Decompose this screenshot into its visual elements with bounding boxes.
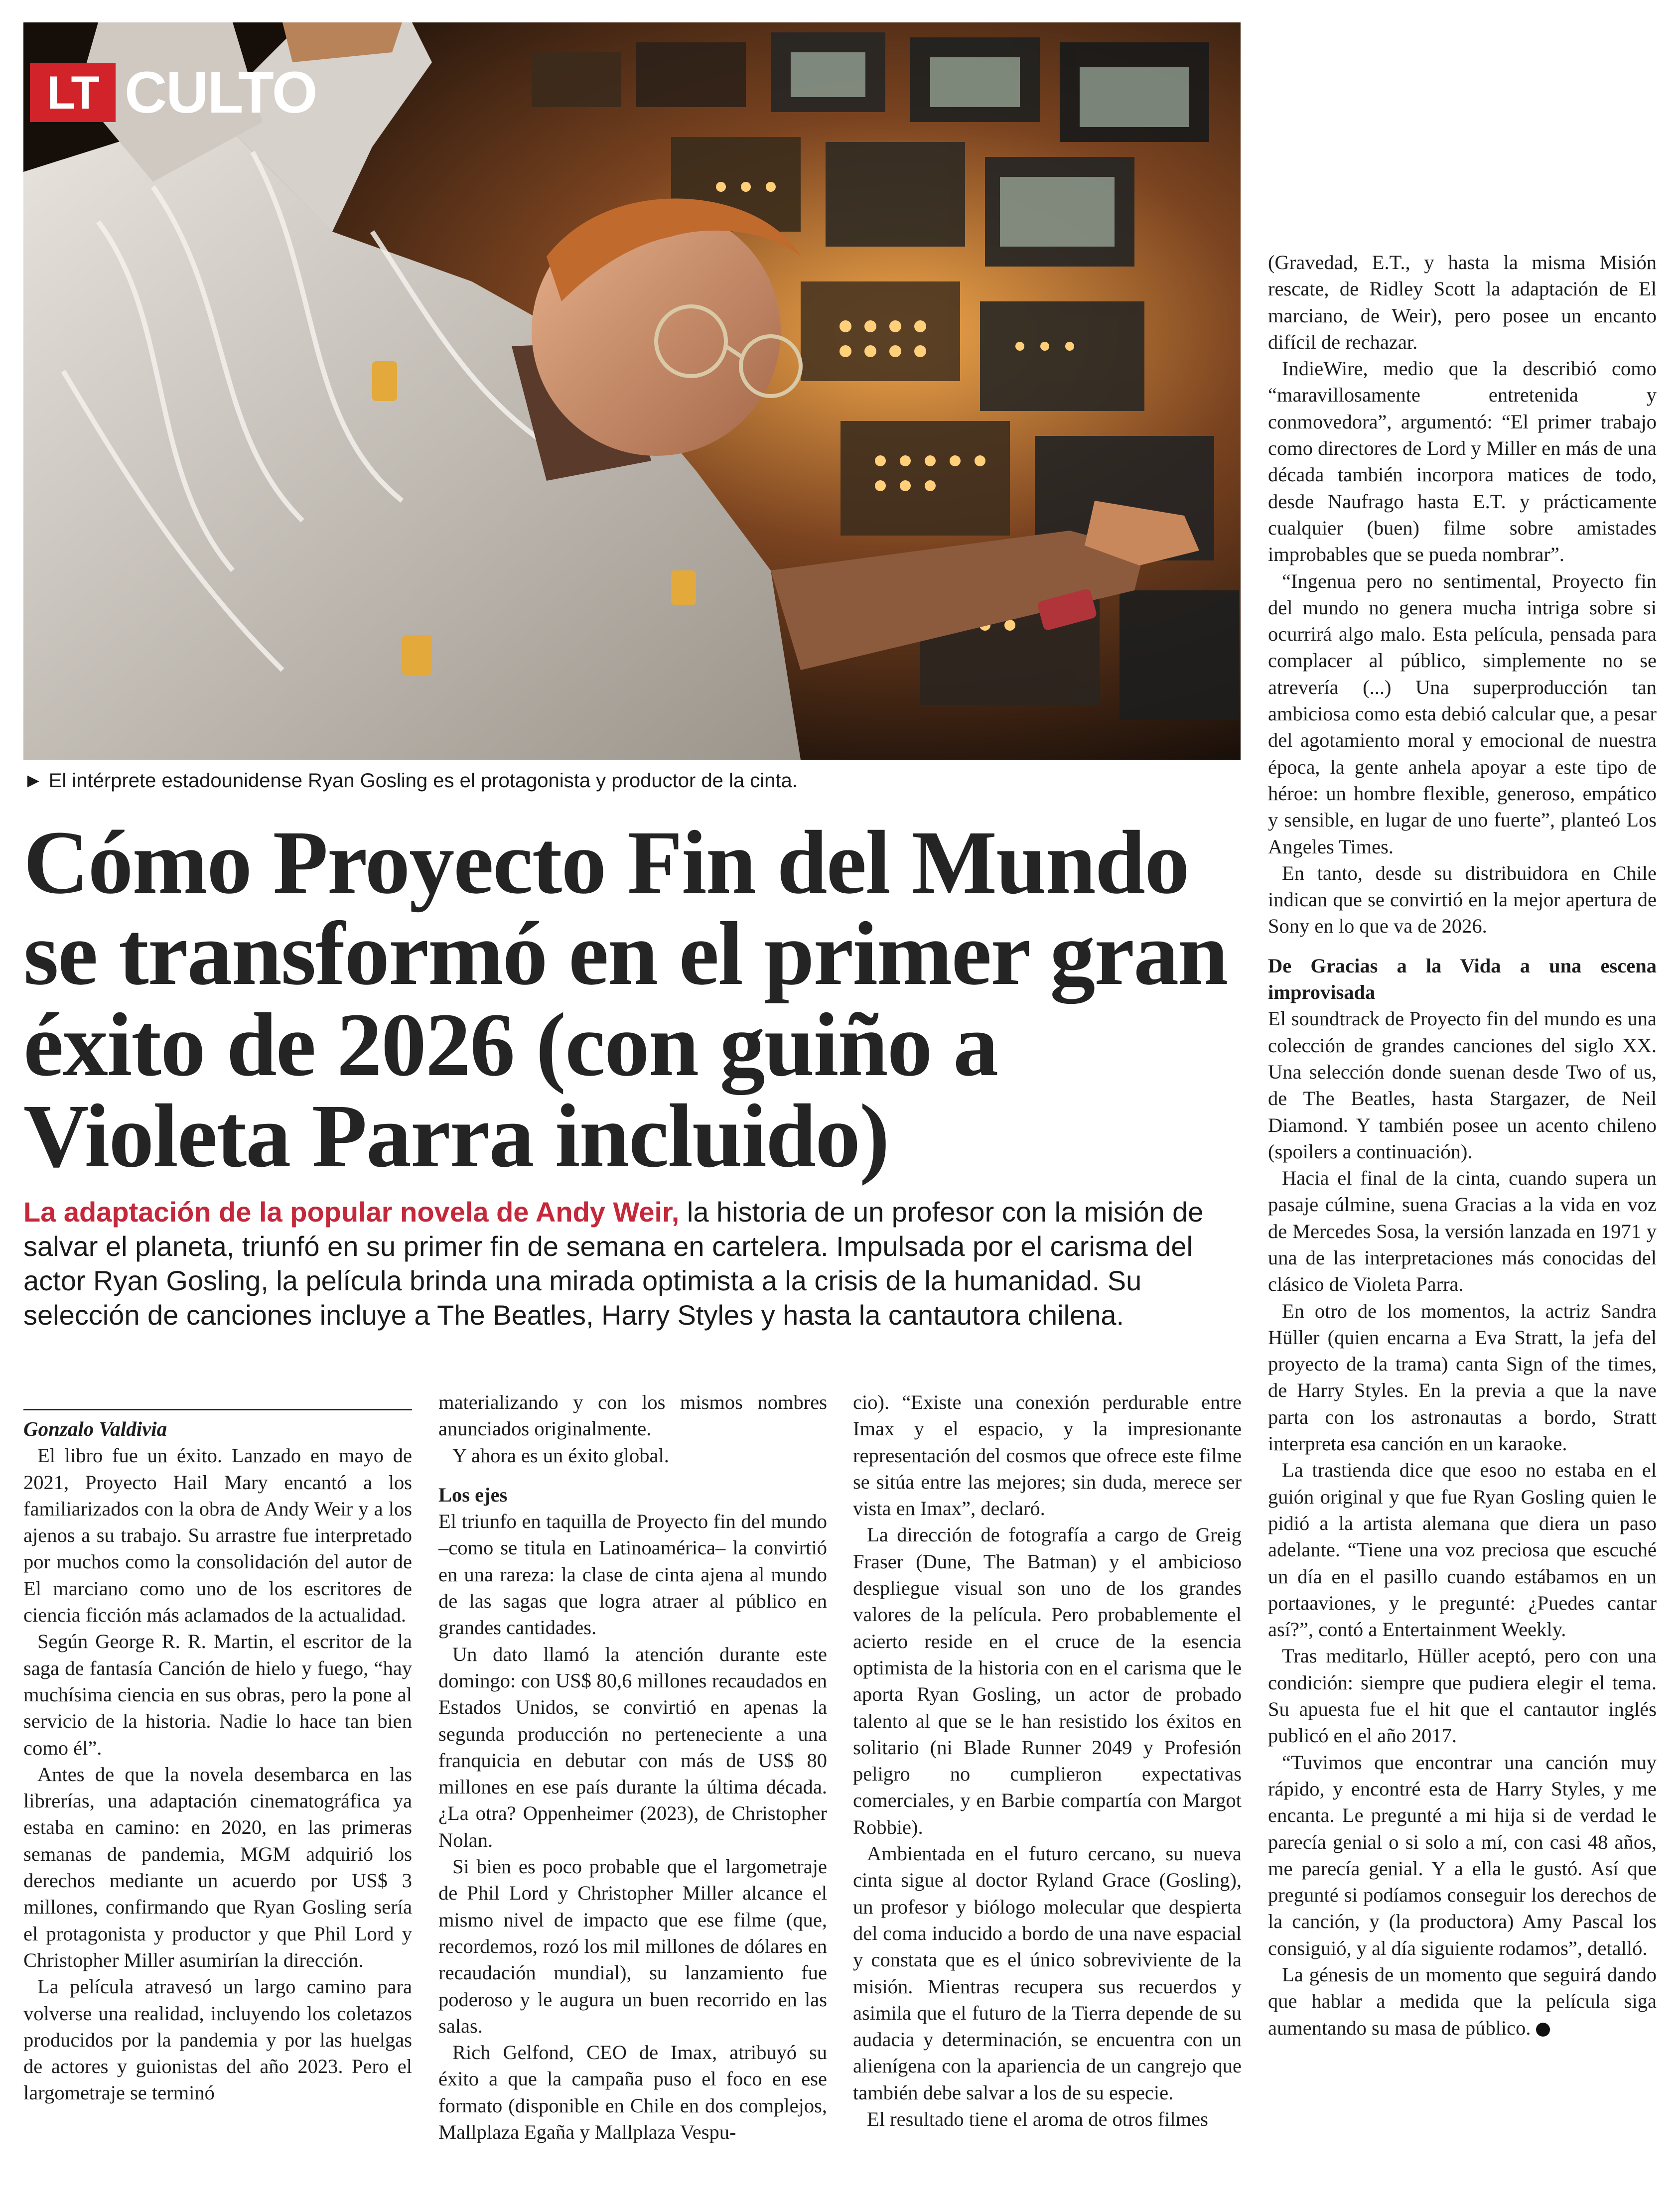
paragraph: Según George R. R. Martin, el escritor de la saga de fantasía Canción de hielo y fuego, “hay muchísima ciencia en sus obras, pero la pone al servicio de la historia. Nadie lo hace tan bien como él”. (23, 1630, 412, 1759)
article-photo (23, 22, 1241, 760)
paragraph: IndieWire, medio que la describió como “maravillosamente entretenida y conmovedora”, argumentó: “El primer trabajo como directores de Lord y Miller en más de una década también incorpora matices de todo, desde Naufrago hasta E.T. y prácticamente cualquier (buen) filme sobre amistades improbables que se pueda nombrar”. (1268, 357, 1657, 566)
paragraph: Antes de que la novela desembarca en las librerías, una adaptación cinematográfica ya estaba en camino: en 2020, en las primeras semanas de pandemia, MGM adquirió los derechos mediante un acuerdo por US$ 3 millones, confirmando que Ryan Gosling sería el protagonista y productor y que Phil Lord y Christopher Miller asumirían la dirección. (23, 1763, 412, 1971)
section-name: CULTO (125, 60, 317, 126)
paragraph: Ambientada en el futuro cercano, su nueva cinta sigue al doctor Ryland Grace (Gosling), un profesor y biólogo molecular que despierta del coma inducido a bordo de una nave espacial y constata que es el único sobreviviente de la misión. Mientras recupera sus recuerdos y asimila que el futuro de la Tierra depende de su audacia y determinación, se encuentra con un alienígena con la apariencia de un cangrejo que también debe salvar a los de su especie. (853, 1842, 1242, 2104)
column-2 (438, 1389, 827, 2145)
paragraph: La dirección de fotografía a cargo de Greig Fraser (Dune, The Batman) y el ambicioso despliegue visual son uno de los grandes valores de la película. Pero probablemente el acierto reside en el cruce de la esencia optimista de la historia con en el carisma que le aporta Ryan Gosling, un actor de probado talento al que se le han resistido los éxitos en solitario (ni Blade Runner 2049 y Profesión peligro no cumplieron expectativas comerciales, y en Barbie compartía con Margot Robbie). (853, 1523, 1242, 1838)
paragraph: En tanto, desde su distribuidora en Chile indican que se convirtió en la mejor apertura de Sony en lo que va de 2026. (1268, 861, 1657, 938)
paragraph: cio). “Existe una conexión perdurable entre Imax y el espacio, y la impresionante representación del cosmos que ofrece este filme se sitúa entre las mejores; sin duda, merece ser vista en Imax”, declaró. (853, 1391, 1242, 1520)
headline: Cómo Proyecto Fin del Mundo se transformó en el primer gran éxito de 2026 (con guiño a Violeta Parra incluido) (23, 813, 1228, 1186)
paragraph: Si bien es poco probable que el largometraje de Phil Lord y Christopher Miller alcance el mismo nivel de impacto que ese filme (que, recordemos, rozó los mil millones de dólares en recaudación mundial), su lanzamiento fue poderoso y le augura un buen recorrido en las salas. (438, 1855, 827, 2037)
lt-logo: LT (30, 63, 116, 122)
end-mark-icon (1536, 2023, 1550, 2037)
paragraph: Hacia el final de la cinta, cuando supera un pasaje cúlmine, suena Gracias a la vida en voz de Mercedes Sosa, la versión lanzada en 1971 y una de las interpretaciones más conocidas del clásico de Violeta Parra. (1268, 1167, 1657, 1296)
paragraph: Un dato llamó la atención durante este domingo: con US$ 80,6 millones recaudados en Estados Unidos, se convirtió en apenas la segunda producción no perteneciente a una franquicia en debutar con más de US$ 80 millones en ese país durante la última década. ¿La otra? Oppenheimer (2023), de Christopher Nolan. (438, 1643, 827, 1851)
paragraph: La película atravesó un largo camino para volverse una realidad, incluyendo los coletazos producidos por la pandemia y por las huelgas de actores y guionistas del año 2023. Pero el largometraje se terminó (23, 1975, 412, 2104)
final-paragraph (1268, 1961, 1657, 2041)
lead-text: la historia de un profesor con la misión de salvar el planeta, triunfó en su primer fin de semana en cartelera. Impulsada por el carisma del actor Ryan Gosling, la película brinda una mirada optimista a la crisis de la humanidad. Su selección de canciones incluye a The Beatles, Harry Styles y hasta la cantautora chilena. (23, 1196, 1204, 1331)
byline-rule (23, 1409, 412, 1410)
photo-illustration (23, 22, 1241, 760)
paragraph: Y ahora es un éxito global. (452, 1444, 669, 1467)
section-brand (30, 59, 316, 127)
photo-caption: ► El intérprete estadounidense Ryan Gosling es el protagonista y productor de la cinta. (23, 770, 798, 792)
lead-highlight: La adaptación de la popular novela de Andy Weir, (23, 1196, 680, 1228)
column-1 (23, 1416, 412, 2106)
byline: Gonzalo Valdivia (23, 1417, 167, 1440)
paragraph: El resultado tiene el aroma de otros filmes (867, 2108, 1208, 2131)
column-3 (853, 1389, 1242, 2132)
subhead-los-ejes: Los ejes (438, 1483, 508, 1506)
paragraph: Tras meditarlo, Hüller aceptó, pero con una condición: siempre que pudiera elegir el tema. Su apuesta fue el hit que el cantautor inglés publicó en el año 2017. (1268, 1645, 1657, 1747)
paragraph: (Gravedad, E.T., y hasta la misma Misión rescate, de Ridley Scott la adaptación de El marciano, de Weir), pero posee un encanto difícil de rechazar. (1268, 251, 1657, 353)
paragraph: Rich Gelfond, CEO de Imax, atribuyó su éxito a que la campaña puso el foco en ese formato (disponible en Chile en dos complejos, Mallplaza Egaña y Mallplaza Vespu- (438, 2041, 827, 2144)
subhead-gracias-a-la-vida: De Gracias a la Vida a una escena improvisada (1268, 954, 1657, 1004)
paragraph: El triunfo en taquilla de Proyecto fin del mundo –como se titula en Latinoamérica– la convirtió en una rareza: la clase de cinta ajena al mundo de las sagas que logra atraer al público en grandes cantidades. (438, 1510, 827, 1639)
paragraph: La trastienda dice que esoo no estaba en el guión original y que fue Ryan Gosling quien le pidió a la artista alemana que diera un paso adelante. “Tiene una voz preciosa que escuché un día en el pasillo cuando estábamos en un portaaviones, y le pregunté: ¿Puedes cantar así?”, contó a Entertainment Weekly. (1268, 1459, 1657, 1641)
paragraph-text: La génesis de un momento que seguirá dando que hablar a medida que la película siga aumentando su masa de público. (1268, 1963, 1657, 2039)
paragraph: materializando y con los mismos nombres anunciados originalmente. (438, 1391, 827, 1440)
paragraph: El soundtrack de Proyecto fin del mundo es una colección de grandes canciones del siglo XX. Una selección donde suenan desde Two of us, de The Beatles, hasta Stargazer, de Neil Diamond. Y también posee un acento chileno (spoilers a continuación). (1268, 1007, 1657, 1163)
paragraph: “Tuvimos que encontrar una canción muy rápido, y encontré esta de Harry Styles, y me encanta. Le pregunté a mi hija si de verdad le parecía genial o si solo a mí, con casi 48 años, me parecía genial. Y a ella le gustó. Así que pregunté si podíamos conseguir los derechos de la canción, y (la productora) Amy Pascal los consiguió, y al día siguiente rodamos”, detalló. (1268, 1751, 1657, 1959)
paragraph: El libro fue un éxito. Lanzado en mayo de 2021, Proyecto Hail Mary encantó a los familiarizados con la obra de Andy Weir y a los ajenos a su trabajo. Su arrastre fue interpretado por muchos como la consolidación del autor de El marciano como uno de los escritores de ciencia ficción más aclamados de la actualidad. (23, 1444, 412, 1627)
lead-paragraph (23, 1195, 1234, 1332)
paragraph: “Ingenua pero no sentimental, Proyecto fin del mundo no genera mucha intriga sobre si ocurrirá algo malo. Esta película, pensada para complacer al público, simplemente no se atrevería (...) Una superproducción tan ambiciosa como esta debió calcular que, a pesar del agotamiento moral y emocional de nuestra época, la gente anhela apoyar a este tipo de héroe: un hombre flexible, generoso, empático y sensible, en lugar de uno fuerte”, planteó Los Angeles Times. (1268, 569, 1657, 858)
column-4 (1268, 249, 1657, 2041)
paragraph: En otro de los momentos, la actriz Sandra Hüller (quien encarna a Eva Stratt, la jefa del proyecto de la trama) canta Sign of the times, de Harry Styles. En la previa a que la nave parta con los astronautas a bordo, Stratt interpreta esa canción en un karaoke. (1268, 1299, 1657, 1455)
